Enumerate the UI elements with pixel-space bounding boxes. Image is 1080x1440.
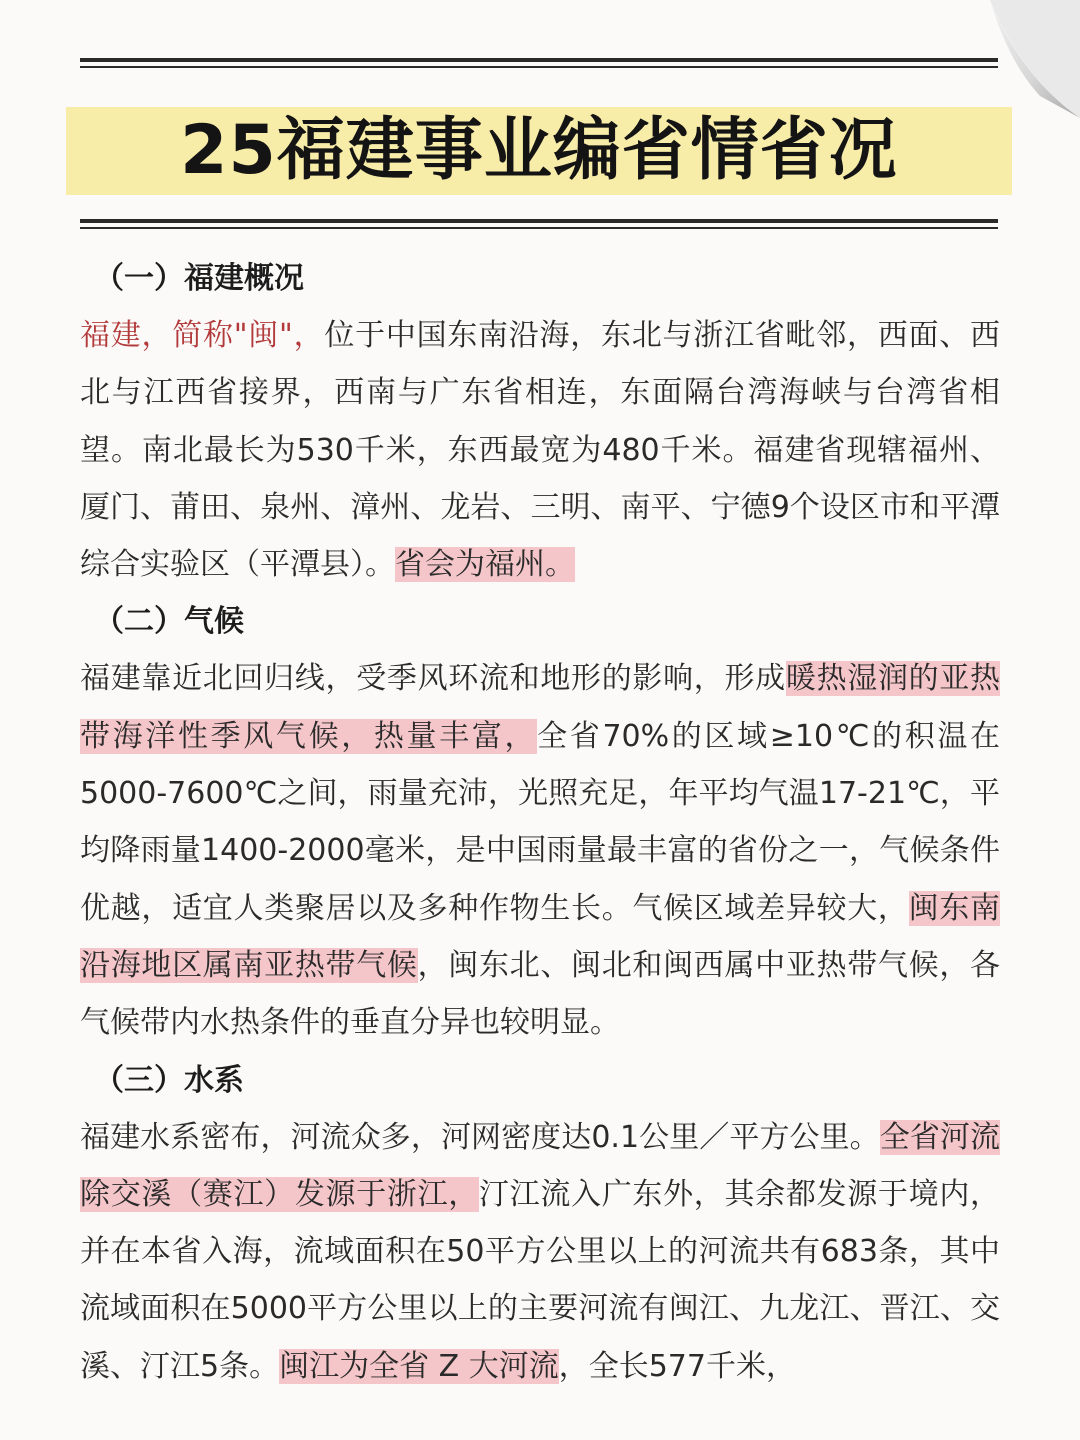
paragraph-text: 福建靠近北回归线，受季风环流和地形的影响，形成: [80, 661, 786, 697]
province-name-phrase: 福建，简称"闽"，: [80, 318, 325, 353]
article-body: [80, 250, 1010, 1395]
paragraph-text: 全省70%的区域≥10℃的积温在5000-7600℃之间，雨量充沛，光照充足，年平均气温17-21℃，平均降雨量1400-2000毫米，是中国雨量最丰富的省份之一，气候条件优越，适宜人类聚居以及多种作物生长。气候区域差异较大，: [80, 718, 1000, 926]
section-heading: （二）气候: [94, 604, 244, 640]
highlighted-phrase: 全省河流除交溪（赛江）发源于浙江，: [80, 1119, 1001, 1212]
section-water-system: [80, 1052, 1010, 1395]
title-banner: [66, 107, 1012, 195]
paragraph-text: ，全长577千米，: [558, 1348, 796, 1384]
paragraph-text: 福建水系密布，河流众多，河网密度达0.1公里／平方公里。: [80, 1119, 880, 1155]
section-paragraph: [80, 650, 1000, 1051]
section-paragraph: [80, 307, 1000, 593]
highlighted-phrase: 闽江为全省 Z 大河流: [279, 1348, 559, 1384]
highlighted-phrase: 闽东南沿海地区属南亚热带气候: [80, 890, 1001, 983]
page-title: 25福建事业编省情省况: [180, 111, 898, 190]
section-heading: （一）福建概况: [94, 261, 304, 296]
section-overview: [80, 250, 1010, 593]
top-double-rule: [80, 58, 998, 68]
highlighted-phrase: 暖热湿润的亚热带海洋性季风气候，热量丰富，: [80, 661, 1001, 754]
section-climate: [80, 593, 1010, 1051]
paragraph-text: 位于中国东南沿海，东北与浙江省毗邻，西面、西北与江西省接界，西南与广东省相连，东面隔台湾海峡与台湾省相望。南北最长为530千米，东西最宽为480千米。福建省现辖福州、厦门、莆田、泉州、漳州、龙岩、三明、南平、宁德9个设区市和平潭综合实验区（平潭县）。: [80, 318, 1001, 583]
paragraph-text: ，闽东北、闽北和闽西属中亚热带气候，各气候带内水热条件的垂直分异也较明显。: [80, 947, 1001, 1041]
bottom-double-rule: [80, 219, 998, 229]
highlighted-phrase: 省会为福州。: [395, 547, 575, 583]
paragraph-text: 汀江流入广东外，其余都发源于境内，并在本省入海，流域面积在50平方公里以上的河流共有683条，其中流域面积在5000平方公里以上的主要河流有闽江、九龙江、晋江、交溪、汀江5条。: [80, 1176, 1001, 1384]
section-heading: （三）水系: [94, 1062, 244, 1098]
section-paragraph: [80, 1109, 1000, 1395]
